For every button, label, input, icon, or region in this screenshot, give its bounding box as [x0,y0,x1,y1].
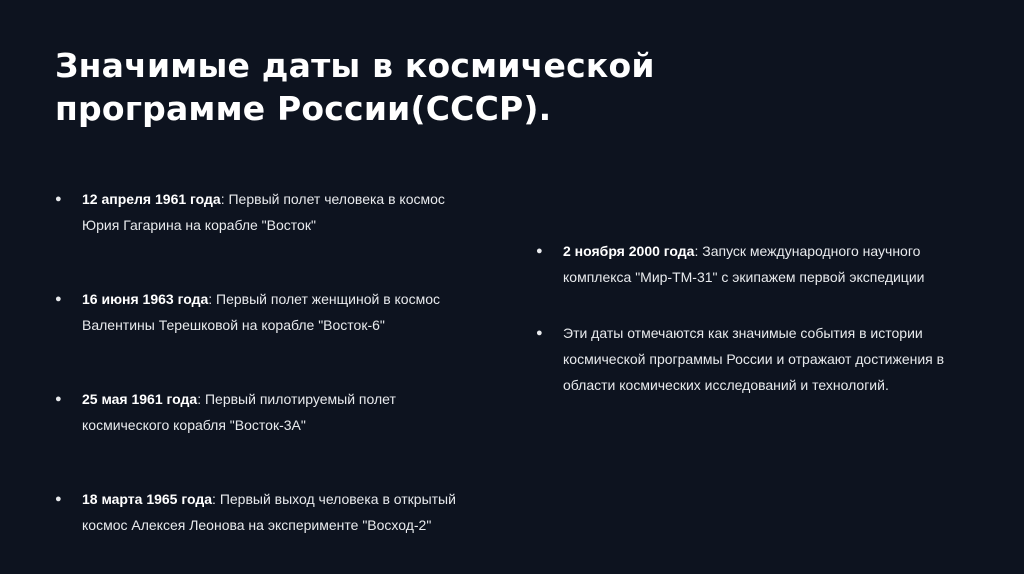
bullet-icon: ● [55,193,62,205]
list-item-text [82,186,482,238]
event-date: 25 мая 1961 года [82,391,198,407]
bullet-icon: ● [55,493,62,505]
bullet-icon: ● [55,393,62,405]
list-item-text [82,386,482,438]
summary-text: Эти даты отмечаются как значимые события в истории космической программы России и отражают достижения в области космических исследований и технологий. [563,325,945,393]
event-description: : Первый пилотируемый полет космического корабля "Восток-3А" [82,391,396,433]
event-date: 18 марта 1965 года [82,491,213,507]
event-date: 16 июня 1963 года [82,291,209,307]
event-date: 2 ноября 2000 года [563,243,695,259]
slide-title: Значимые даты в космической программе России(СССР). [55,46,655,128]
event-description: : Запуск международного научного комплекса "Мир-ТМ-31" с экипажем первой экспедиции [563,243,925,285]
list-item-text [82,486,482,538]
event-description: : Первый полет человека в космос Юрия Гагарина на корабле "Восток" [82,191,445,233]
bullet-icon: ● [536,327,543,339]
bullet-icon: ● [536,245,543,257]
list-item-text [563,238,973,290]
event-description: : Первый полет женщиной в космос Валентины Терешковой на корабле "Восток-6" [82,291,440,333]
list-item-text [82,286,482,338]
event-description: : Первый выход человека в открытый космос Алексея Леонова на эксперименте "Восход-2" [82,491,456,533]
bullet-icon: ● [55,293,62,305]
event-date: 12 апреля 1961 года [82,191,221,207]
